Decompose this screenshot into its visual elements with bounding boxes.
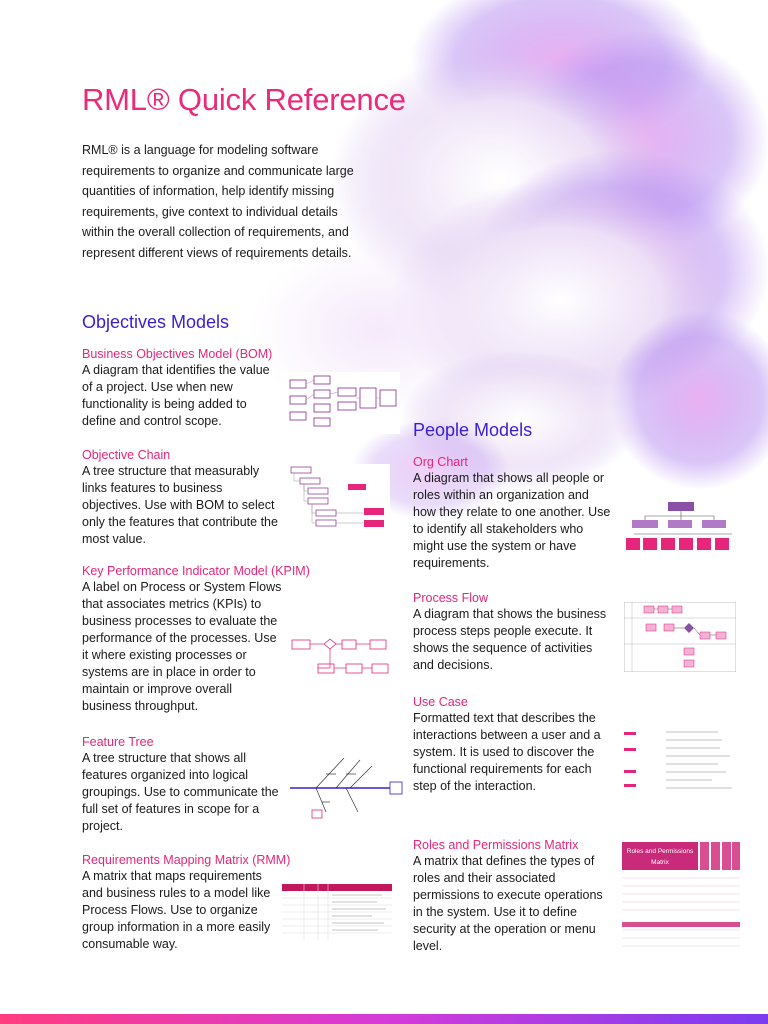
org-chart-title: Org Chart bbox=[413, 455, 468, 469]
rmm-desc: A matrix that maps requirements and business rules to a model like Process Flows. Use to organize group information in a more easily consumable way. bbox=[82, 869, 271, 951]
roles-matrix-desc: A matrix that defines the types of roles and their associated permissions to execute operations in the system. Use it to define security at the operation or menu level. bbox=[413, 854, 603, 953]
use-case-thumbnail bbox=[622, 726, 742, 798]
objective-chain-title: Objective Chain bbox=[82, 448, 171, 462]
feature-tree-desc: A tree structure that shows all features organized into logical groupings. Use to communicate the full set of features in scope for a project. bbox=[82, 751, 279, 833]
org-chart-thumbnail bbox=[624, 502, 736, 554]
rmm-title: Requirements Mapping Matrix (RMM) bbox=[82, 853, 291, 867]
bom-title: Business Objectives Model (BOM) bbox=[82, 347, 273, 361]
process-flow-title: Process Flow bbox=[413, 591, 489, 605]
roles-matrix-title: Roles and Permissions Matrix bbox=[413, 838, 579, 852]
use-case-entry bbox=[413, 694, 613, 795]
objective-chain-entry bbox=[82, 447, 282, 548]
rp-matrix-subtitle: Matrix bbox=[651, 859, 669, 866]
rmm-thumbnail bbox=[282, 884, 392, 944]
use-case-title: Use Case bbox=[413, 695, 468, 709]
kpim-desc: A label on Process or System Flows that associates metrics (KPIs) to business processes to evaluate the performance of the processes. Use it where existing processes or systems are in place in order to maintain or improve overall business throughput. bbox=[82, 580, 282, 713]
process-flow-desc: A diagram that shows the business process steps people execute. It shows the sequence of activities and decisions. bbox=[413, 607, 607, 672]
kpim-diagram-thumbnail bbox=[290, 630, 394, 682]
objectives-heading: Objectives Models bbox=[82, 312, 230, 332]
feature-tree-title: Feature Tree bbox=[82, 735, 154, 749]
process-flow-entry bbox=[413, 590, 613, 674]
page-title: RML® Quick Reference bbox=[82, 82, 406, 117]
feature-tree-thumbnail bbox=[286, 752, 404, 822]
feature-tree-entry bbox=[82, 734, 282, 835]
roles-matrix-entry bbox=[413, 837, 613, 955]
footer-gradient-bar bbox=[0, 1014, 768, 1024]
bom-entry bbox=[82, 346, 282, 430]
objective-chain-desc: A tree structure that measurably links features to business objectives. Use with BOM to select only the features that contribute the most value. bbox=[82, 464, 278, 546]
org-chart-entry bbox=[413, 454, 613, 572]
kpim-title: Key Performance Indicator Model (KPIM) bbox=[82, 564, 310, 578]
objective-chain-thumbnail bbox=[288, 464, 390, 536]
roles-matrix-thumbnail bbox=[622, 842, 740, 952]
process-flow-thumbnail bbox=[624, 602, 736, 672]
use-case-desc: Formatted text that describes the interactions between a user and a system. It is used to discover the functional requirements for each step of the interaction. bbox=[413, 711, 601, 793]
people-heading: People Models bbox=[413, 420, 533, 440]
intro-text: RML® is a language for modeling software requirements to organize and communicate large quantities of information, help identify missing requirements, give context to individual details within the overall collection of requirements, and represent different views of requirements details. bbox=[82, 143, 354, 260]
rmm-entry bbox=[82, 852, 291, 953]
rp-matrix-title: Roles and Permissions bbox=[626, 848, 694, 855]
org-chart-desc: A diagram that shows all people or roles within an organization and how they relate to one another. Use to identify all stakeholders who might use the system or have requirements. bbox=[413, 471, 611, 570]
bom-diagram-thumbnail bbox=[286, 372, 400, 434]
bom-desc: A diagram that identifies the value of a project. Use when new functionality is being added to define and control scope. bbox=[82, 363, 270, 428]
kpim-entry bbox=[82, 563, 310, 715]
